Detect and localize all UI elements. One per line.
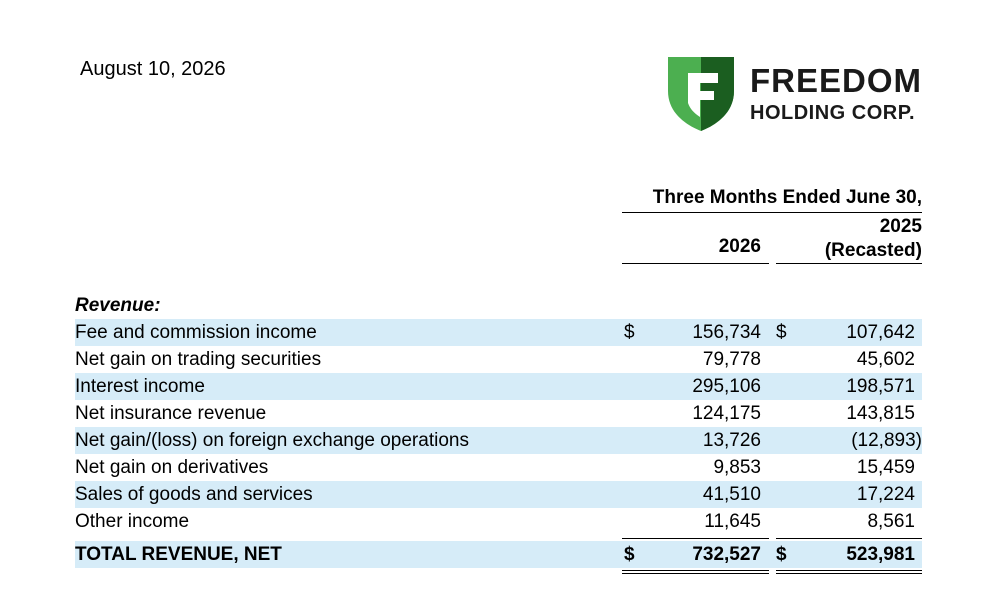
row-label: Fee and commission income [75,322,317,343]
currency-symbol: $ [624,322,635,343]
value-2025: 8,561 [867,511,915,532]
section-title-revenue: Revenue: [75,295,161,316]
period-header: Three Months Ended June 30, [652,187,922,208]
value-2025: 143,815 [846,403,915,424]
table-row [75,400,922,427]
col2-header-note: (Recasted) [824,240,922,261]
row-label: Net insurance revenue [75,403,267,424]
value-2025: 17,224 [856,484,915,505]
table-row [75,319,922,346]
currency-symbol: $ [776,322,787,343]
value-2026: 13,726 [702,430,761,451]
row-label: Other income [75,511,190,532]
value-2025: (12,893) [851,430,922,451]
period-header-rule [622,212,922,213]
company-logo [666,55,922,133]
col1-header-rule [622,263,769,264]
table-row [75,427,922,454]
total-double-rule-2026-a [622,570,769,571]
total-row [75,541,922,568]
company-name-line2: HOLDING CORP. [750,102,916,124]
row-label: Sales of goods and services [75,484,313,505]
company-name-line1: FREEDOM [750,62,922,99]
value-2026: 79,778 [702,349,761,370]
table-row [75,346,922,373]
col2-header-rule [776,263,922,264]
value-2026: 295,106 [692,376,761,397]
row-label: Net gain on derivatives [75,457,269,478]
subtotal-rule-2026 [622,538,769,539]
value-2026: 11,645 [704,511,761,532]
value-2025: 198,571 [846,376,915,397]
table-row [75,481,922,508]
total-double-rule-2025-a [776,570,922,571]
row-label: Interest income [75,376,205,397]
table-row [75,454,922,481]
row-label: Net gain/(loss) on foreign exchange operations [75,430,469,451]
value-2026: 41,510 [702,484,761,505]
total-value-2025: 523,981 [846,544,915,565]
report-date: August 10, 2026 [80,58,226,80]
col2-header-year: 2025 [879,216,922,237]
currency-symbol: $ [624,544,635,565]
value-2026: 9,853 [713,457,761,478]
value-2025: 45,602 [856,349,915,370]
currency-symbol: $ [776,544,787,565]
table-row [75,508,922,535]
col1-header: 2026 [718,236,761,257]
value-2025: 15,459 [856,457,915,478]
value-2026: 124,175 [692,403,761,424]
subtotal-rule-2025 [776,538,922,539]
freedom-shield-logo-icon [666,55,736,133]
total-double-rule-2025-b [776,573,922,574]
total-double-rule-2026-b [622,573,769,574]
value-2025: 107,642 [846,322,915,343]
value-2026: 156,734 [692,322,761,343]
total-value-2026: 732,527 [692,544,761,565]
row-label: Net gain on trading securities [75,349,322,370]
table-row [75,373,922,400]
total-label: TOTAL REVENUE, NET [75,544,282,565]
